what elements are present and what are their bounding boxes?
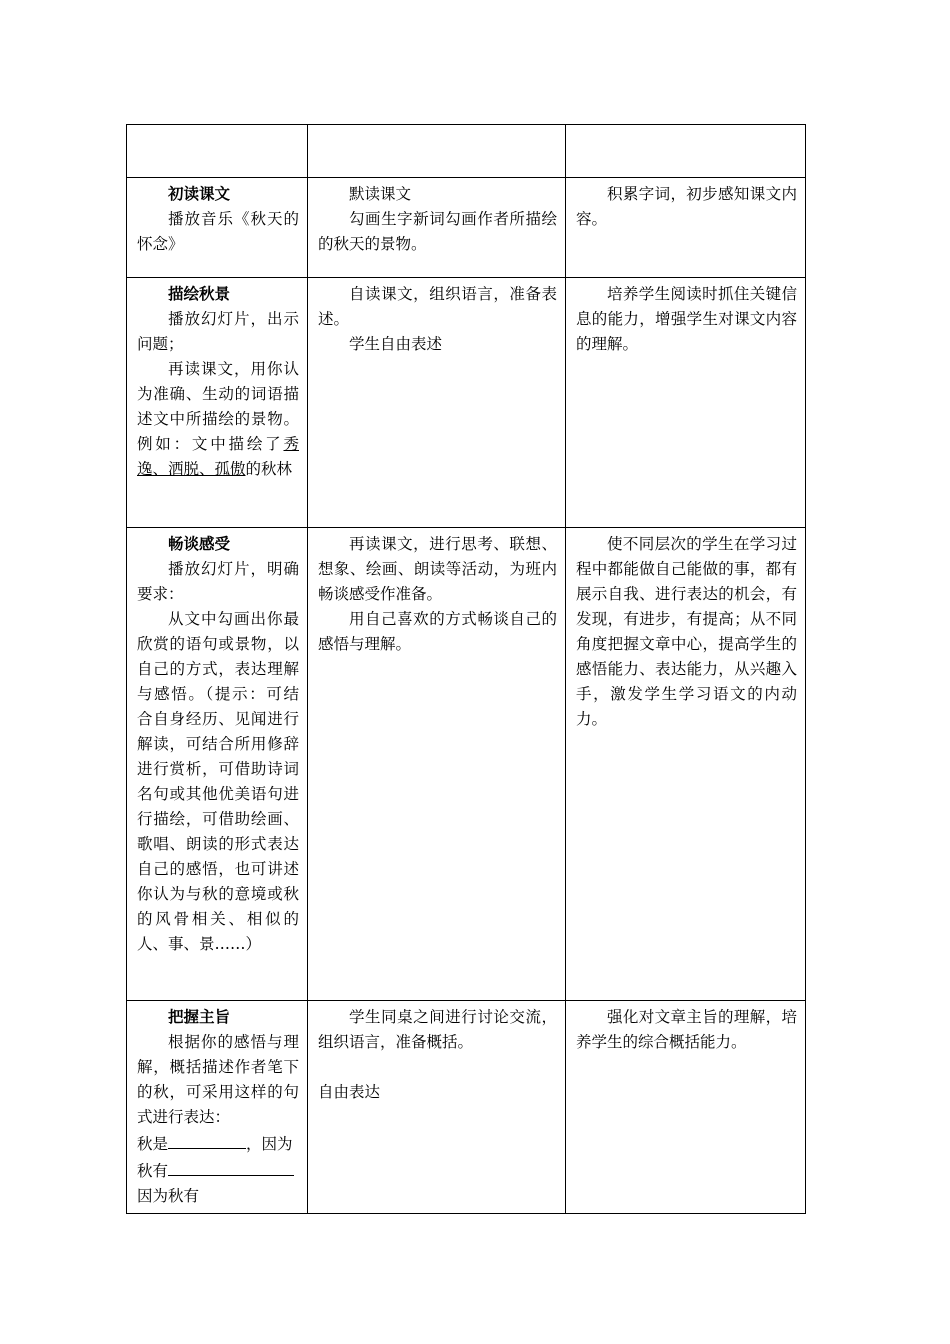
student-text: 再读课文，进行思考、联想、想象、绘画、朗读等活动，为班内畅谈感受作准备。 xyxy=(318,535,557,603)
teacher-activity-cell xyxy=(127,1001,308,1214)
student-text: 自由表达 xyxy=(318,1083,381,1101)
template-text: 秋有 xyxy=(137,1162,169,1180)
fill-blank xyxy=(168,1130,246,1149)
teacher-text: 播放音乐《秋天的怀念》 xyxy=(137,210,299,253)
table-row xyxy=(127,1001,806,1214)
design-intent-cell xyxy=(566,278,806,528)
student-text: 学生同桌之间进行讨论交流，组织语言，准备概括。 xyxy=(318,1008,557,1051)
empty-cell xyxy=(308,125,566,178)
student-text: 用自己喜欢的方式畅谈自己的感悟与理解。 xyxy=(318,610,557,653)
sentence-template-line: 因为秋有 xyxy=(137,1187,200,1205)
intent-text: 使不同层次的学生在学习过程中都能做自己能做的事，都有展示自我、进行表达的机会，有发现，有进步，有提高；从不同角度把握文章中心，提高学生的感悟能力、表达能力，从兴趣入手，激发学生学习语文的内动力。 xyxy=(576,535,797,728)
teacher-activity-cell xyxy=(127,178,308,278)
template-text: 秋是 xyxy=(137,1135,169,1153)
design-intent-cell xyxy=(566,178,806,278)
empty-cell xyxy=(127,125,308,178)
teacher-text-part: 再读课文，用你认为准确、生动的词语描述文中所描绘的景物。例如：文中描绘了 xyxy=(137,360,299,453)
student-text: 勾画生字新词勾画作者所描绘的秋天的景物。 xyxy=(318,210,557,253)
teacher-activity-cell xyxy=(127,278,308,528)
teacher-activity-cell xyxy=(127,528,308,1001)
teacher-text-part: 的秋林 xyxy=(245,460,293,478)
design-intent-cell xyxy=(566,528,806,1001)
table-row-header-empty xyxy=(127,125,806,178)
teacher-text: 从文中勾画出你最欣赏的语句或景物，以自己的方式，表达理解与感悟。（提示：可结合自身经历、见闻进行解读，可结合所用修辞进行赏析，可借助诗词名句或其他优美语句进行描绘，可借助绘画、歌唱、朗读的形式表达自己的感悟，也可讲述你认为与秋的意境或秋的风骨相关、相似的人、事、景……） xyxy=(137,610,299,953)
student-activity-cell xyxy=(308,178,566,278)
table-row xyxy=(127,528,806,1001)
section-title: 初读课文 xyxy=(168,185,231,203)
section-title: 畅谈感受 xyxy=(168,535,231,553)
design-intent-cell xyxy=(566,1001,806,1214)
template-text: ，因为 xyxy=(246,1135,293,1153)
lesson-table xyxy=(126,124,806,1214)
section-title: 把握主旨 xyxy=(168,1008,231,1026)
intent-text: 强化对文章主旨的理解，培养学生的综合概括能力。 xyxy=(576,1008,797,1051)
student-text: 自读课文，组织语言，准备表述。 xyxy=(318,285,557,328)
sentence-template-line xyxy=(137,1157,299,1184)
spacer xyxy=(318,1055,557,1080)
fill-blank xyxy=(168,1157,294,1176)
teacher-text: 播放幻灯片，出示问题； xyxy=(137,310,299,353)
sentence-template-line xyxy=(137,1130,299,1157)
table-row xyxy=(127,178,806,278)
teacher-text xyxy=(137,357,299,482)
student-text: 学生自由表述 xyxy=(349,335,443,353)
student-activity-cell xyxy=(308,1001,566,1214)
table-row xyxy=(127,278,806,528)
teacher-text: 根据你的感悟与理解，概括描述作者笔下的秋，可采用这样的句式进行表达： xyxy=(137,1033,299,1126)
student-activity-cell xyxy=(308,528,566,1001)
underlined-words: 秀逸、洒脱、孤傲 xyxy=(137,435,299,478)
student-text: 默读课文 xyxy=(349,185,412,203)
empty-cell xyxy=(566,125,806,178)
intent-text: 培养学生阅读时抓住关键信息的能力，增强学生对课文内容的理解。 xyxy=(576,285,797,353)
teacher-text: 播放幻灯片，明确要求： xyxy=(137,560,299,603)
intent-text: 积累字词，初步感知课文内容。 xyxy=(576,185,797,228)
student-activity-cell xyxy=(308,278,566,528)
section-title: 描绘秋景 xyxy=(168,285,231,303)
